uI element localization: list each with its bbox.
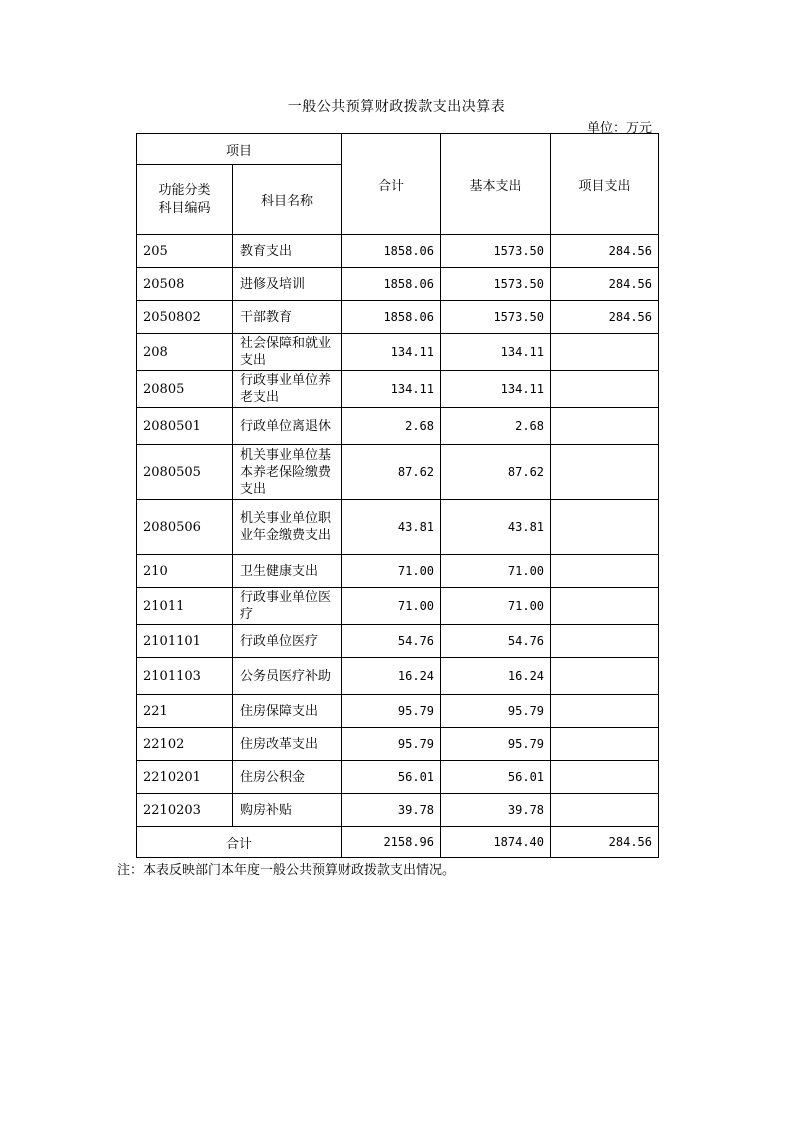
row-project — [551, 794, 659, 827]
row-name: 社会保障和就业支出 — [233, 334, 342, 371]
table-note: 注：本表反映部门本年度一般公共预算财政拨款支出情况。 — [117, 863, 456, 878]
table-row — [137, 408, 659, 445]
row-project — [551, 728, 659, 761]
row-project — [551, 555, 659, 588]
table-body — [137, 235, 659, 827]
row-name: 行政单位医疗 — [233, 625, 342, 658]
row-basic: 1573.50 — [441, 235, 551, 268]
row-code: 2080505 — [137, 445, 233, 500]
row-basic: 56.01 — [441, 761, 551, 794]
table-row — [137, 500, 659, 555]
row-project — [551, 658, 659, 695]
row-basic: 54.76 — [441, 625, 551, 658]
table-row — [137, 695, 659, 728]
row-basic: 39.78 — [441, 794, 551, 827]
row-name: 住房保障支出 — [233, 695, 342, 728]
total-row-project: 284.56 — [551, 827, 659, 858]
table-row — [137, 445, 659, 500]
table-row — [137, 794, 659, 827]
row-code: 208 — [137, 334, 233, 371]
row-project: 284.56 — [551, 235, 659, 268]
table-row — [137, 268, 659, 301]
row-code: 2101103 — [137, 658, 233, 695]
unit-label: 单位：万元 — [586, 121, 652, 136]
row-basic: 134.11 — [441, 371, 551, 408]
row-project — [551, 334, 659, 371]
header-project: 项目支出 — [551, 134, 659, 235]
row-name: 进修及培训 — [233, 268, 342, 301]
row-project — [551, 761, 659, 794]
row-project — [551, 371, 659, 408]
row-total: 134.11 — [342, 371, 441, 408]
total-row — [137, 827, 659, 858]
row-basic: 1573.50 — [441, 301, 551, 334]
table-row — [137, 334, 659, 371]
row-project: 284.56 — [551, 301, 659, 334]
row-total: 134.11 — [342, 334, 441, 371]
row-basic: 2.68 — [441, 408, 551, 445]
table-row — [137, 728, 659, 761]
header-total: 合计 — [342, 134, 441, 235]
row-code: 2101101 — [137, 625, 233, 658]
row-total: 56.01 — [342, 761, 441, 794]
row-basic: 71.00 — [441, 588, 551, 625]
row-basic: 95.79 — [441, 695, 551, 728]
table-row — [137, 625, 659, 658]
row-total: 39.78 — [342, 794, 441, 827]
row-total: 2.68 — [342, 408, 441, 445]
total-row-label: 合计 — [137, 827, 342, 858]
row-code: 2080501 — [137, 408, 233, 445]
header-item: 项目 — [137, 134, 342, 165]
table-row — [137, 235, 659, 268]
row-name: 行政事业单位医疗 — [233, 588, 342, 625]
row-basic: 1573.50 — [441, 268, 551, 301]
table-row — [137, 761, 659, 794]
row-code: 20508 — [137, 268, 233, 301]
row-total: 87.62 — [342, 445, 441, 500]
row-name: 公务员医疗补助 — [233, 658, 342, 695]
row-name: 教育支出 — [233, 235, 342, 268]
row-basic: 71.00 — [441, 555, 551, 588]
row-total: 1858.06 — [342, 301, 441, 334]
total-row-basic: 1874.40 — [441, 827, 551, 858]
row-code: 205 — [137, 235, 233, 268]
table-title: 一般公共预算财政拨款支出决算表 — [287, 99, 506, 115]
row-code: 22102 — [137, 728, 233, 761]
row-project — [551, 625, 659, 658]
table-row — [137, 658, 659, 695]
row-total: 95.79 — [342, 728, 441, 761]
total-row-total: 2158.96 — [342, 827, 441, 858]
row-project — [551, 588, 659, 625]
row-basic: 87.62 — [441, 445, 551, 500]
row-code: 221 — [137, 695, 233, 728]
table-row — [137, 555, 659, 588]
row-basic: 16.24 — [441, 658, 551, 695]
row-basic: 95.79 — [441, 728, 551, 761]
row-total: 71.00 — [342, 588, 441, 625]
row-name: 干部教育 — [233, 301, 342, 334]
table-row — [137, 371, 659, 408]
row-name: 行政单位离退休 — [233, 408, 342, 445]
row-total: 1858.06 — [342, 235, 441, 268]
row-project — [551, 445, 659, 500]
row-basic: 134.11 — [441, 334, 551, 371]
row-code: 2210201 — [137, 761, 233, 794]
row-project: 284.56 — [551, 268, 659, 301]
header-name: 科目名称 — [233, 165, 342, 235]
row-total: 95.79 — [342, 695, 441, 728]
row-total: 16.24 — [342, 658, 441, 695]
row-project — [551, 695, 659, 728]
row-basic: 43.81 — [441, 500, 551, 555]
row-code: 2210203 — [137, 794, 233, 827]
row-name: 机关事业单位基本养老保险缴费支出 — [233, 445, 342, 500]
row-name: 住房改革支出 — [233, 728, 342, 761]
row-name: 卫生健康支出 — [233, 555, 342, 588]
expenditure-table — [136, 133, 659, 858]
row-code: 210 — [137, 555, 233, 588]
row-project — [551, 500, 659, 555]
header-code: 功能分类科目编码 — [137, 165, 233, 235]
table-row — [137, 301, 659, 334]
table-row — [137, 588, 659, 625]
row-total: 43.81 — [342, 500, 441, 555]
row-project — [551, 408, 659, 445]
row-name: 行政事业单位养老支出 — [233, 371, 342, 408]
row-name: 机关事业单位职业年金缴费支出 — [233, 500, 342, 555]
row-total: 54.76 — [342, 625, 441, 658]
row-name: 住房公积金 — [233, 761, 342, 794]
row-code: 21011 — [137, 588, 233, 625]
row-name: 购房补贴 — [233, 794, 342, 827]
header-basic: 基本支出 — [441, 134, 551, 235]
row-code: 20805 — [137, 371, 233, 408]
row-total: 71.00 — [342, 555, 441, 588]
row-code: 2080506 — [137, 500, 233, 555]
row-total: 1858.06 — [342, 268, 441, 301]
row-code: 2050802 — [137, 301, 233, 334]
